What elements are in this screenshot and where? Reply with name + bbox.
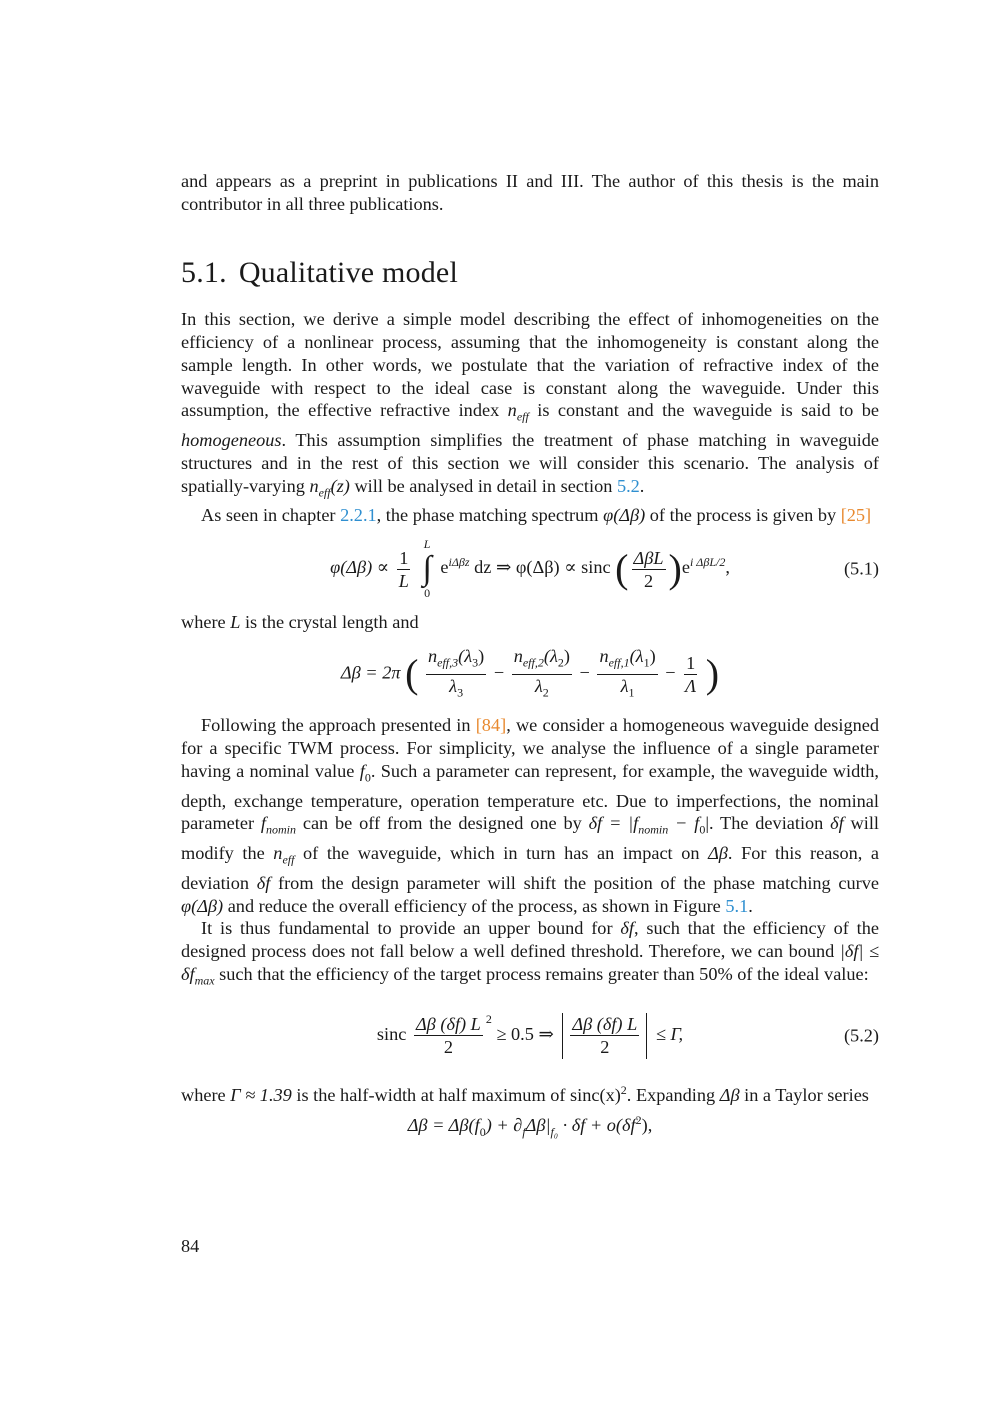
equation-number: (5.1) [843, 558, 879, 579]
section-title: Qualitative model [238, 255, 458, 289]
paragraph-2: As seen in chapter 2.2.1, the phase matching spectrum φ(Δβ) of the process is given by [25] [201, 505, 872, 526]
chapter-link[interactable]: 2.2.1 [340, 505, 377, 526]
paragraph-1: In this section, we derive a simple model describing the effect of inhomogeneities on the efficiency of a nonlinear process, assuming that the inhomogeneity is constant along the sample length. In other words, we postulate that the variation of refractive index of the waveguide with respect to the ideal case is constant along the waveguide. Under this assumption, the effective refractive index $n_{eff}$ is constant and the waveguide is said to be homogeneous. This assumption simplifies the treatment of phase matching in waveguide structures and in the rest of this section we will consider this scenario. The analysis of spatially-varying $n_{eff}(z)$ will be analysed in detail in section 5.2. [181, 308, 879, 500]
equation-5-2: sinc $\frac{\Delta\beta (\delta f) L}{2}$ $^2$ ≥ 0.5 ⇒ $\frac{\Delta\beta (\delta f) L}{2}$ ≤ Γ, (5.2) [376, 1011, 879, 1058]
equation-taylor: $\Delta\beta = \Delta\beta(f_0) + \partial_f\Delta\beta|_{f_0} \cdot \delta f + o(\delta f^2)$, [407, 1113, 653, 1140]
equation-number: (5.2) [843, 1025, 879, 1046]
page-number: 84 [181, 1236, 200, 1256]
paragraph-5: It is thus fundamental to provide an upper bound for δf, such that the efficiency of the designed process does not fall below a well defined threshold. Therefore, we can bound $|\delta f| \le \delta f_{max}$ such that the efficiency of the target process remains greater than 50% of the ideal value: [181, 918, 880, 988]
section-number: 5.1. [181, 255, 227, 289]
intro-paragraph: and appears as a preprint in publications II and III. The author of this thesis is the main contributor in all three publications. [181, 171, 879, 214]
equation-delta-beta: Δβ = 2π ( $\frac{n_{eff,3}(\lambda_3)}{\lambda_3}$ − $\frac{n_{eff,2}(\lambda_2)}{\lambda_2}$ − $\frac{n_{eff,1}(\lambda_1)}{\lambda_1}$ − $\frac{1}{\Lambda}$ ) [340, 646, 720, 700]
section-heading [181, 256, 879, 290]
figure-link[interactable]: 5.1 [725, 895, 749, 916]
paragraph-6: where Γ ≈ 1.39 is the half-width at half maximum of $\sin c(x)^2$. Expanding Δβ in a Taylor series [181, 1082, 869, 1105]
page-body [181, 170, 879, 1147]
section-link[interactable]: 5.2 [616, 475, 640, 496]
citation-link[interactable]: [25] [840, 505, 872, 526]
equation-5-1: φ(Δβ) ∝ $\frac{1}{L}$ L ∫ 0 $e^{i\Delta\beta z}$ dz ⇒ φ(Δβ) ∝ sinc ( $\frac{\text{ΔβL}}{2}$ )$e^{i \Delta\beta L/2}$, (5.1) [330, 537, 879, 601]
citation-link[interactable]: [84] [475, 715, 507, 736]
paragraph-4: Following the approach presented in [84], we consider a homogeneous waveguide designed for a specific TWM process. For simplicity, we analyse the influence of a single parameter having a nominal value $f_0$. Such a parameter can represent, for example, the waveguide width, depth, exchange temperature, operation temperature etc. Due to imperfections, the nominal parameter $f_{nomin}$ can be off from the designed one by $\delta f = |f_{nomin} - f_0|$. The deviation δf will modify the $n_{eff}$ of the waveguide, which in turn has an impact on Δβ. For this reason, a deviation δf from the design parameter will shift the position of the phase matching curve φ(Δβ) and reduce the overall efficiency of the process, as shown in Figure 5.1. [181, 715, 880, 916]
paragraph-3: where L is the crystal length and [181, 612, 419, 633]
